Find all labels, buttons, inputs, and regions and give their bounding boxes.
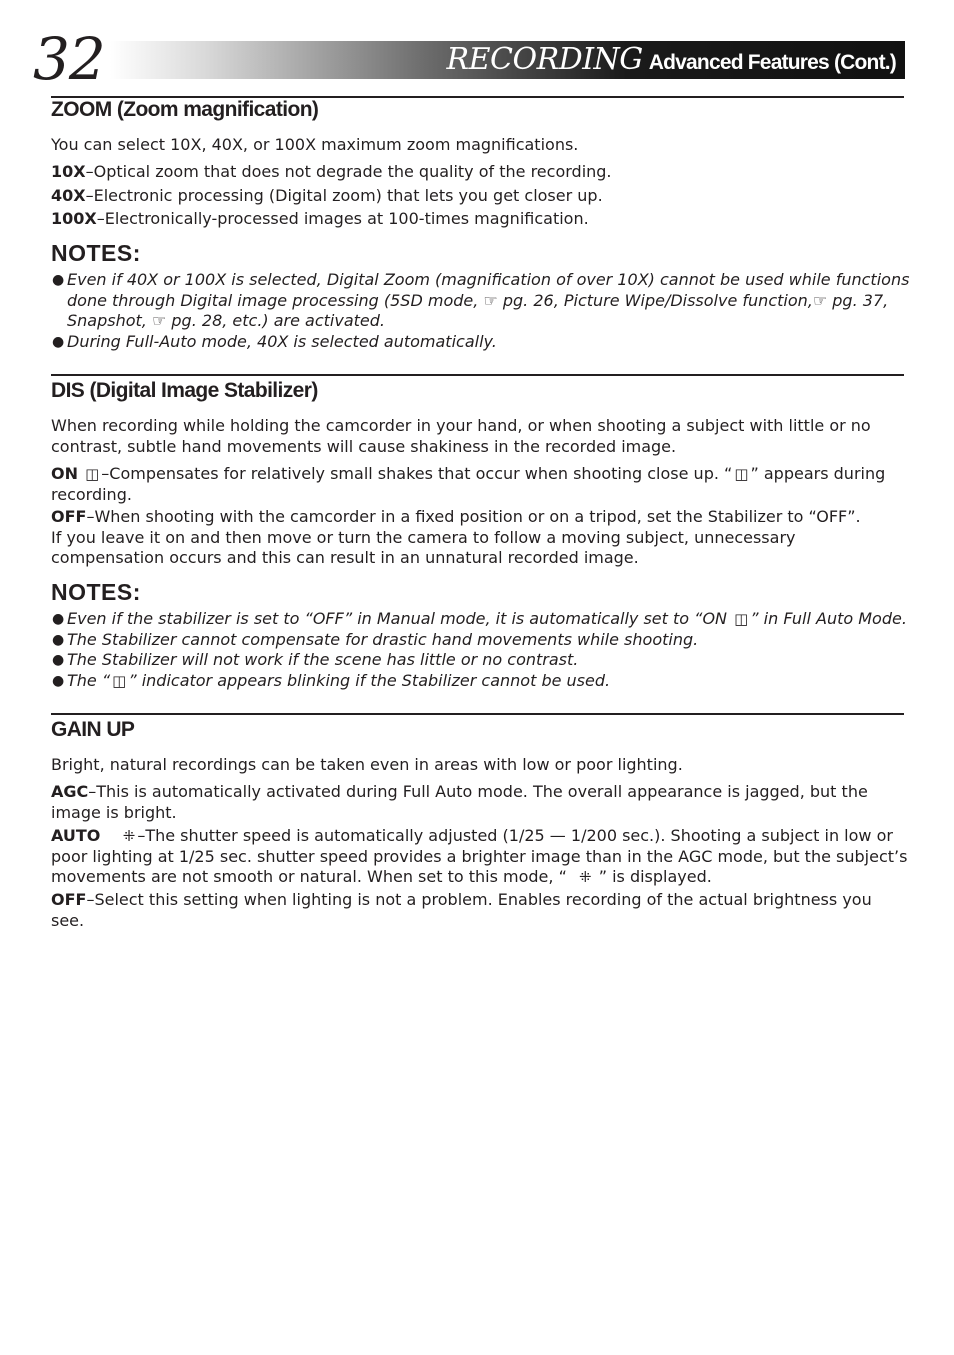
zoom-item-100x xyxy=(51,209,909,230)
page-title xyxy=(447,41,896,79)
bullet-icon: ● xyxy=(52,333,65,350)
zoom-desc: –Optical zoom that does not degrade the quality of the recording. xyxy=(85,162,612,181)
bullet-icon: ● xyxy=(52,611,65,627)
dis-on-desc xyxy=(51,464,909,505)
gain-intro: Bright, natural recordings can be taken even in areas with low or poor lighting. xyxy=(51,755,683,774)
zoom-term: 40X xyxy=(51,186,86,205)
zoom-item-40x xyxy=(51,186,909,207)
dis-off-text-2: If you leave it on and then move or turn the camera to follow a moving subject, unnecessary compensation occurs and this can result in an unnatural recorded image. xyxy=(51,527,796,567)
page-title-sub: Advanced Features (Cont.) xyxy=(648,51,896,74)
dis-off-text: –When shooting with the camcorder in a fixed position or on a tripod, set the Stabilizer to “OFF”. xyxy=(86,507,861,526)
zoom-term: 100X xyxy=(51,209,97,228)
gain-up-icon: ⁜ xyxy=(579,868,592,886)
dis-note xyxy=(51,650,911,671)
dis-off-desc xyxy=(51,507,909,569)
gain-off-term: OFF xyxy=(51,890,87,909)
zoom-term: 10X xyxy=(51,162,86,181)
bullet-icon: ● xyxy=(52,652,65,668)
dis-on-term: ON xyxy=(51,464,78,483)
stabilizer-icon: ◫ xyxy=(734,465,749,483)
gain-agc-text: –This is automatically activated during Full Auto mode. The overall appearance is jagged, but the image is bright. xyxy=(51,782,868,822)
zoom-intro: You can select 10X, 40X, or 100X maximum zoom magnifications. xyxy=(51,135,579,154)
dis-notes-title: NOTES: xyxy=(51,579,141,605)
section-divider xyxy=(51,374,904,376)
zoom-note xyxy=(51,270,911,332)
gain-auto-desc xyxy=(51,826,909,888)
zoom-notes-list xyxy=(51,270,911,352)
page-title-main: RECORDING xyxy=(446,42,643,77)
dis-on-text: ” appears during recording. xyxy=(51,464,886,504)
dis-note-text: Even if the stabilizer is set to “OFF” in Manual mode, it is automatically set to “ON xyxy=(67,609,733,628)
stabilizer-icon: ◫ xyxy=(734,610,749,628)
gain-auto-text: ” is displayed. xyxy=(598,867,712,886)
dis-note xyxy=(51,671,911,692)
zoom-desc: –Electronically-processed images at 100-times magnification. xyxy=(96,209,589,228)
gain-up-icon: ⁜ xyxy=(122,827,136,845)
zoom-notes-title: NOTES: xyxy=(51,240,141,266)
bullet-icon: ● xyxy=(52,631,65,648)
stabilizer-icon: ◫ xyxy=(112,671,127,690)
dis-note xyxy=(51,630,911,651)
gain-heading: GAIN UP xyxy=(51,718,135,741)
dis-intro: When recording while holding the camcorder in your hand, or when shooting a subject with little or no contrast, subtle hand movements will cause shakiness in the recorded image. xyxy=(51,416,871,456)
gain-agc-term: AGC xyxy=(51,782,89,801)
dis-on-text: –Compensates for relatively small shakes that occur when shooting close up. “ xyxy=(101,464,733,483)
zoom-note-text: During Full-Auto mode, 40X is selected automatically. xyxy=(67,331,497,351)
stabilizer-icon: ◫ xyxy=(85,465,100,483)
dis-note-text: The Stabilizer will not work if the scene has little or no contrast. xyxy=(67,650,579,669)
dis-heading: DIS (Digital Image Stabilizer) xyxy=(51,379,318,402)
zoom-note xyxy=(51,332,911,353)
dis-note-text: The Stabilizer cannot compensate for drastic hand movements while shooting. xyxy=(67,629,699,649)
dis-off-term: OFF xyxy=(51,507,87,526)
gain-auto-text: –The shutter speed is automatically adjusted (1/25 — 1/200 sec.). Shooting a subject in low or poor lighting at 1/25 sec. shutter speed provides a brighter image than in the AGC mode, but the subject’s movements are not smooth or natural. When set to this mode, “ xyxy=(51,826,908,886)
zoom-note-text: Even if 40X or 100X is selected, Digital Zoom (magnification of over 10X) cannot be used while functions done through Digital image processing (5SD mode, ☞ pg. 26, Picture Wipe/Dissolve function,☞ pg. 37, Snapshot, ☞ pg. 28, etc.) are activated. xyxy=(67,270,910,330)
zoom-desc: –Electronic processing (Digital zoom) that lets you get closer up. xyxy=(85,186,603,205)
page-number: 32 xyxy=(33,25,105,93)
dis-note-text: The “ xyxy=(67,670,111,690)
gain-off-desc xyxy=(51,890,909,931)
gain-auto-term: AUTO xyxy=(51,826,101,845)
dis-note-text: ” in Full Auto Mode. xyxy=(750,609,907,628)
dis-note-text: ” indicator appears blinking if the Stabilizer cannot be used. xyxy=(128,670,611,690)
gain-agc-desc xyxy=(51,782,909,823)
gain-off-text: –Select this setting when lighting is not a problem. Enables recording of the actual brightness you see. xyxy=(51,890,872,930)
zoom-heading: ZOOM (Zoom magnification) xyxy=(51,98,319,121)
bullet-icon: ● xyxy=(52,672,65,689)
dis-note xyxy=(51,609,911,630)
dis-notes-list xyxy=(51,609,911,691)
zoom-item-10x xyxy=(51,162,909,183)
section-divider xyxy=(51,713,904,715)
bullet-icon: ● xyxy=(52,272,65,288)
